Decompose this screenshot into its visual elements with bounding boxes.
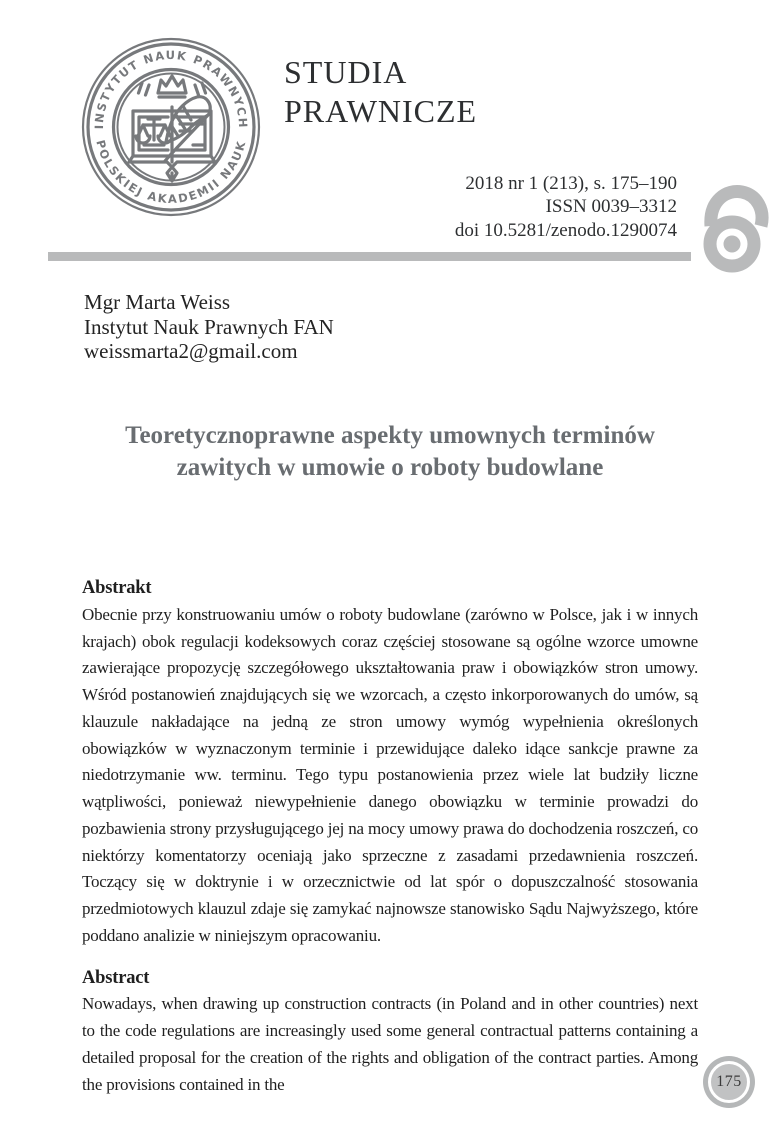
pen-nib-icon xyxy=(167,167,177,181)
abstract-en-heading: Abstract xyxy=(82,967,150,988)
abstract-pl-heading: Abstrakt xyxy=(82,578,152,598)
right-mark-icon xyxy=(195,83,206,95)
page-number-badge xyxy=(703,1056,755,1108)
crown-icon xyxy=(158,76,186,97)
doi-line: doi 10.5281/zenodo.1290074 xyxy=(454,219,677,241)
open-access-icon xyxy=(687,182,780,274)
abstracts-section xyxy=(82,575,698,1098)
divider-bar xyxy=(48,252,691,261)
logo-arc-text-top: INSTYTUT NAUK PRAWNYCH xyxy=(91,48,251,130)
journal-name-line-2: PRAWNICZE xyxy=(284,93,478,129)
abstract-pl-body: Obecnie przy konstruowaniu umów o roboty budowlane (zarówno w Polsce, jak i w innych krajach) obok regulacji kodeksowych coraz częściej stosowane są ogólne wzorce umowne zawierające propozycję szczegółowego ukształtowania praw i obowiązków stron umowy. Wśród postanowień znajdujących się we wzorcach, a często inkorporowanych do umów, są klauzule nakładające na jedną ze stron umowy wymóg wypełnienia określonych obowiązków w wyznaczonym terminie i przewidujące daleko idące sankcje prawne za niedotrzymanie ww. terminu. Tego typu postanowienia przez wiele lat budziły liczne wątpliwości, ponieważ niewypełnienie danego obowiązku w terminie prowadzi do pozbawienia strony przysługującego jej na mocy umowy prawa do dochodzenia roszczeń, co niektórzy komentatorzy oceniają jako sprzeczne z zasadami przedawnienia roszczeń. Toczący się w doktrynie i w orzecznictwie od lat spór o dopuszczalność stosowania przedmiotowych klauzul zdaje się zamykać najnowsze stanowisko Sądu Najwyższego, które poddano analizie w niniejszym opracowaniu. xyxy=(82,604,698,945)
journal-name-line-1: STUDIA xyxy=(284,54,408,90)
issue-line: 2018 nr 1 (213), s. 175–190 xyxy=(465,173,677,194)
article-title xyxy=(82,420,698,484)
left-mark-icon xyxy=(139,83,150,95)
padlock-keyhole xyxy=(724,236,741,253)
abstract-en-body: Nowadays, when drawing up construction contracts (in Poland and in other countries) next to the code regulations are increasingly used some general contractual patterns containing a detailed proposal for the creation of the rights and obligation of the contract parties. Among the provisions contained in the xyxy=(82,994,698,1094)
author-name: Mgr Marta Weiss xyxy=(84,290,231,314)
page-number: 175 xyxy=(716,1073,742,1090)
author-affiliation: Instytut Nauk Prawnych FAN xyxy=(84,314,334,339)
page-number-circle xyxy=(708,1061,750,1103)
author-email: weissmarta2@gmail.com xyxy=(84,339,298,364)
author-block xyxy=(84,290,334,364)
article-title-line-1: Teoretycznoprawne aspekty umownych terminów xyxy=(125,422,655,449)
journal-name xyxy=(284,53,477,131)
issue-info xyxy=(455,172,677,242)
issn-line: ISSN 0039–3312 xyxy=(545,196,677,218)
journal-logo xyxy=(80,36,262,218)
logo-arc-text-bottom: POLSKIEJ AKADEMII NAUK xyxy=(93,138,249,206)
article-title-line-2: zawitych w umowie o roboty budowlane xyxy=(176,454,604,481)
